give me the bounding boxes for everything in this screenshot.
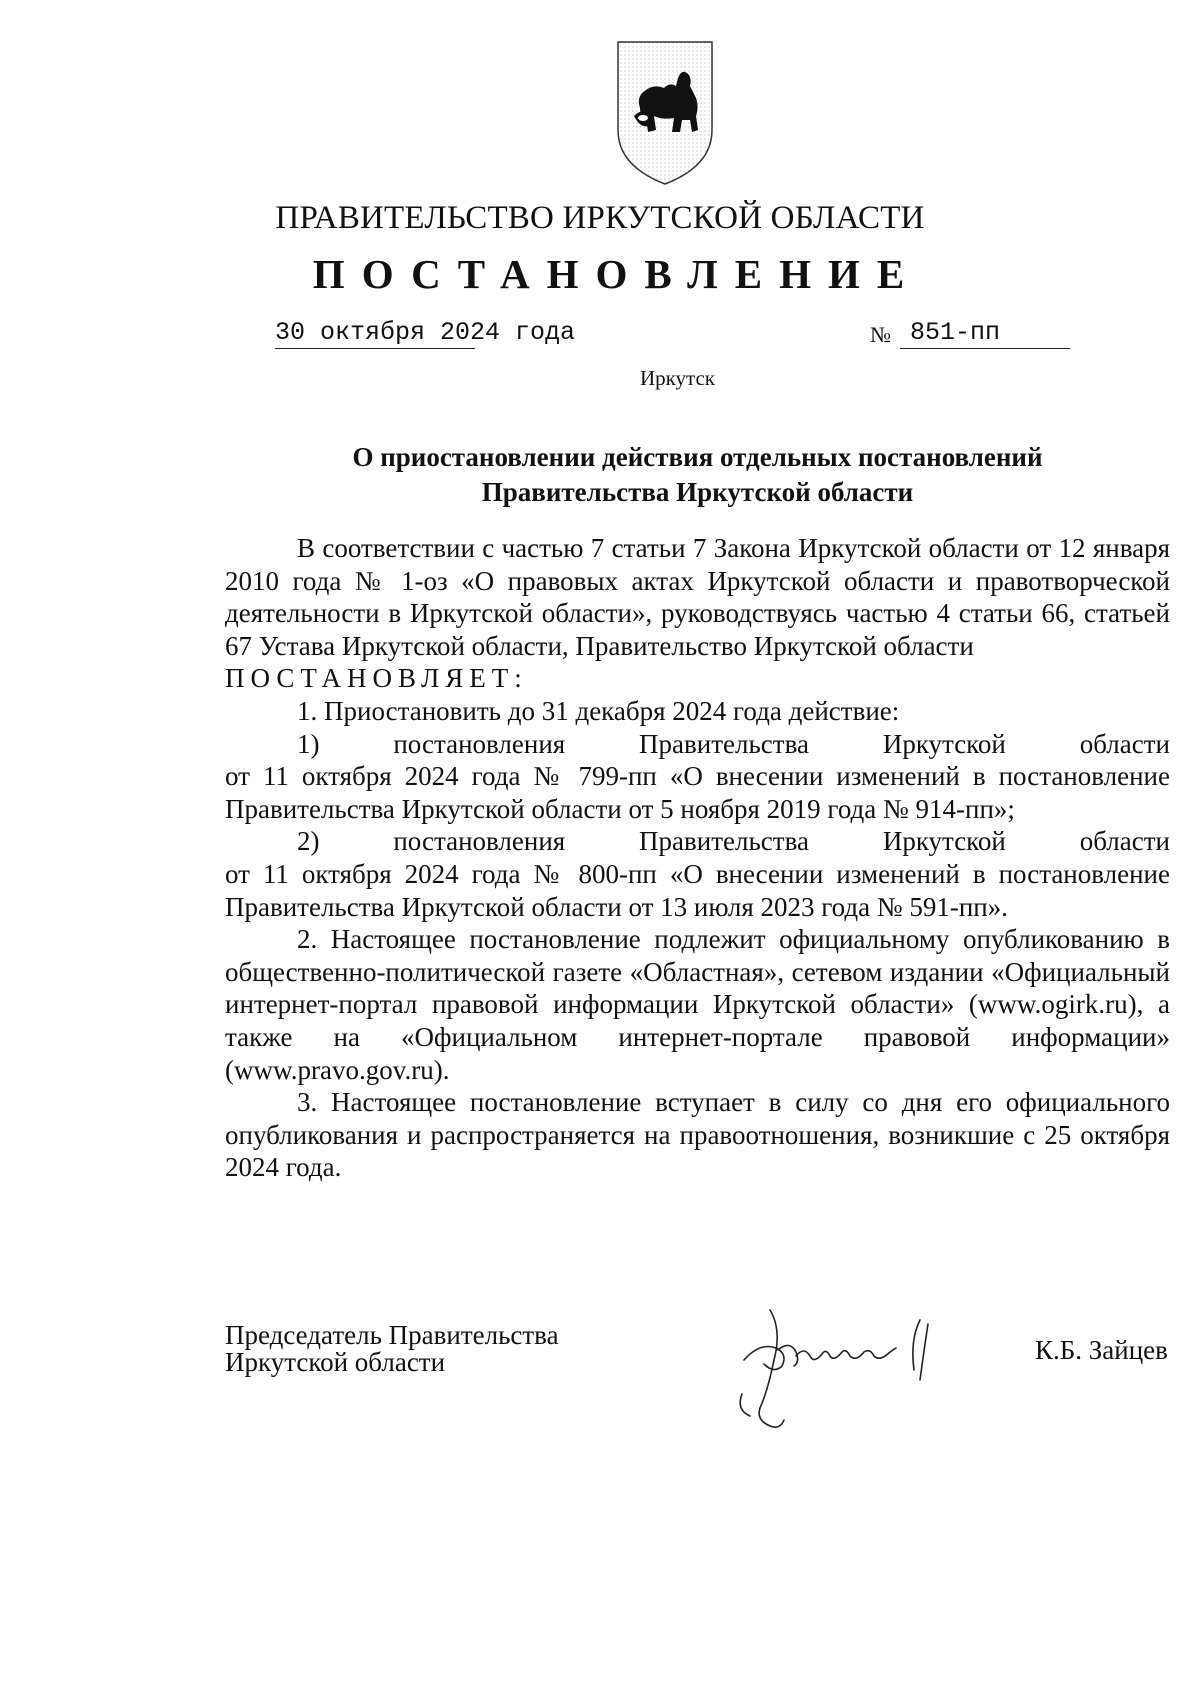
document-number: 851-пп: [910, 318, 1001, 347]
decree-word: ПОСТАНОВЛЯЕТ:: [225, 663, 528, 694]
signer-position-line-1: Председатель Правительства: [225, 1320, 559, 1350]
document-date: 30 октября 2024 года: [275, 318, 576, 347]
paragraph-3: 3. Настоящее постановление вступает в силу со дня его официального опубликования и распространяется на правоотношения, возникшие с 25 октября 2024 года.: [225, 1087, 1170, 1183]
signature-icon: [730, 1290, 970, 1440]
city: Иркутск: [639, 366, 716, 390]
date-underline: [275, 348, 475, 349]
document-type: ПОСТАНОВЛЕНИЕ: [312, 251, 922, 297]
government-name: ПРАВИТЕЛЬСТВО ИРКУТСКОЙ ОБЛАСТИ: [275, 200, 925, 236]
paragraph-2: 2. Настоящее постановление подлежит официальному опубликованию в общественно-политической газете «Областная», сетевом издании «Официальный интернет-портал правовой информации Иркутской области» (www.ogirk.ru), а также на «Официальном интернет-портале правовой информации» (www.pravo.gov.ru).: [225, 924, 1170, 1085]
paragraph-1-2-head: 2) постановления Правительства Иркутской области: [297, 826, 1170, 857]
signer-name: К.Б. Зайцев: [1035, 1335, 1168, 1365]
document-body: [225, 532, 1170, 1184]
paragraph-1: 1. Приостановить до 31 декабря 2024 года действие:: [297, 695, 900, 726]
title-line-2: Правительства Иркутской области: [481, 477, 914, 507]
paragraph-1-1-rest: от 11 октября 2024 года № 799-пп «О внесении изменений в постановление Правительства Иркутской области от 5 ноября 2019 года № 914-пп»;: [225, 761, 1170, 824]
signer-position: [225, 1322, 559, 1376]
paragraph-1-2-rest: от 11 октября 2024 года № 800-пп «О внесении изменений в постановление Правительства Иркутской области от 13 июля 2023 года № 591-пп».: [225, 858, 1170, 922]
paragraph-1-1-head: 1) постановления Правительства Иркутской области: [297, 728, 1170, 759]
preamble: В соответствии с частью 7 статьи 7 Закона Иркутской области от 12 января 2010 года № 1-оз «О правовых актах Иркутской области и правотворческой деятельности в Иркутской области», руководствуясь частью 4 статьи 66, статьей 67 Устава Иркутской области, Правительство Иркутской области: [225, 533, 1170, 661]
number-sign: №: [870, 322, 891, 347]
coat-of-arms-icon: [612, 38, 718, 188]
title-line-1: О приостановлении действия отдельных постановлений: [352, 442, 1043, 472]
document-title: [225, 440, 1170, 510]
signer-position-line-2: Иркутской области: [225, 1347, 446, 1377]
number-underline: [900, 348, 1070, 349]
